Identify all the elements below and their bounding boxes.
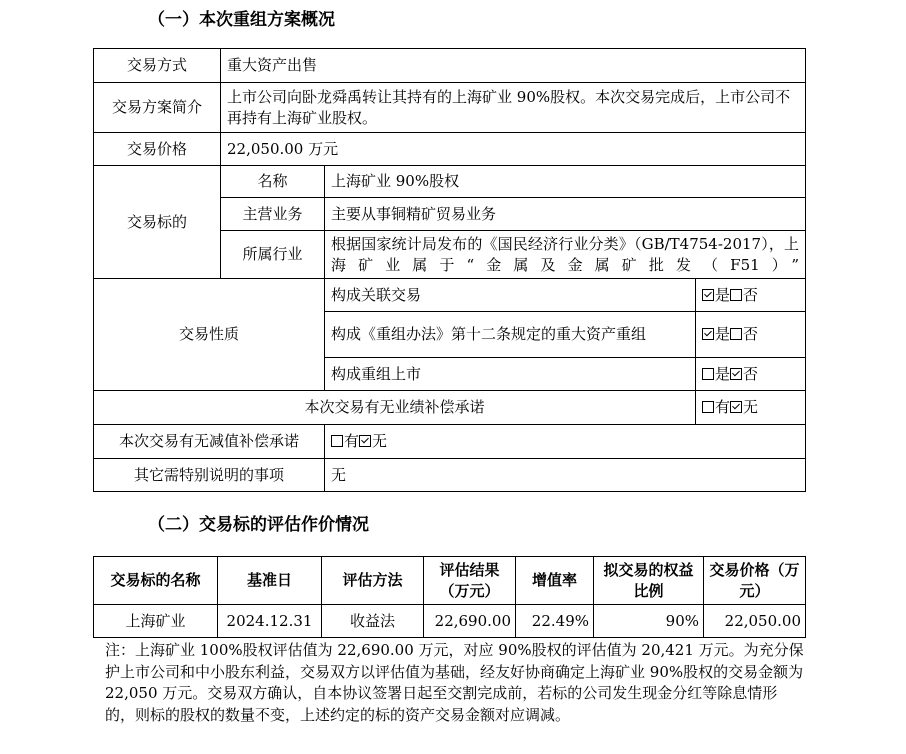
price-value: 22,050.00 万元 bbox=[221, 133, 806, 166]
target-business-value: 主要从事铜精矿贸易业务 bbox=[325, 198, 806, 231]
impair-checkbox-group bbox=[325, 425, 806, 459]
none-label: 无 bbox=[743, 398, 759, 416]
has-label: 有 bbox=[344, 432, 360, 450]
valuation-table bbox=[93, 556, 806, 638]
header-cell: 评估结果（万元） bbox=[424, 557, 516, 605]
header-cell: 交易标的名称 bbox=[94, 557, 218, 605]
checkbox-checked-icon[interactable] bbox=[702, 328, 714, 340]
checkbox-checked-icon[interactable] bbox=[730, 368, 742, 380]
header-cell: 拟交易的权益比例 bbox=[594, 557, 704, 605]
target-industry-label: 所属行业 bbox=[221, 231, 325, 279]
header-cell: 增值率 bbox=[516, 557, 594, 605]
target-label: 交易标的 bbox=[94, 166, 221, 279]
checkbox-unchecked-icon[interactable] bbox=[702, 368, 714, 380]
major-checkbox-group bbox=[696, 312, 806, 358]
table-cell: 90% bbox=[594, 605, 704, 638]
yes-label: 是 bbox=[715, 364, 731, 383]
table-row bbox=[94, 605, 806, 638]
table-cell: 收益法 bbox=[322, 605, 424, 638]
has-label: 有 bbox=[715, 398, 731, 416]
target-business-label: 主营业务 bbox=[221, 198, 325, 231]
header-cell: 交易价格（万元） bbox=[704, 557, 806, 605]
overview-table bbox=[93, 48, 806, 492]
target-industry-value: 根据国家统计局发布的《国民经济行业分类》（GB/T4754-2017），上海矿业属于“金属及金属矿批发（F51）” bbox=[325, 231, 806, 279]
target-name-value: 上海矿业 90%股权 bbox=[325, 166, 806, 198]
perf-checkbox-group bbox=[696, 391, 806, 425]
listing-checkbox-group bbox=[696, 358, 806, 391]
no-label: 否 bbox=[743, 285, 759, 304]
section-1-title: （一）本次重组方案概况 bbox=[148, 10, 335, 30]
table-cell: 22,050.00 bbox=[704, 605, 806, 638]
checkbox-unchecked-icon[interactable] bbox=[702, 401, 714, 413]
header-cell: 基准日 bbox=[218, 557, 322, 605]
perf-label: 本次交易有无业绩补偿承诺 bbox=[94, 391, 696, 425]
no-label: 否 bbox=[743, 364, 759, 383]
table-cell: 22.49% bbox=[516, 605, 594, 638]
related-label: 构成关联交易 bbox=[325, 279, 696, 312]
no-label: 否 bbox=[743, 325, 759, 343]
none-label: 无 bbox=[372, 432, 388, 450]
table-cell: 22,690.00 bbox=[424, 605, 516, 638]
summary-value: 上市公司向卧龙舜禹转让其持有的上海矿业 90%股权。本次交易完成后，上市公司不再持有上海矿业股权。 bbox=[221, 83, 806, 133]
method-label: 交易方式 bbox=[94, 49, 221, 83]
yes-label: 是 bbox=[715, 325, 731, 343]
table-cell: 上海矿业 bbox=[94, 605, 218, 638]
checkbox-unchecked-icon[interactable] bbox=[730, 289, 742, 301]
impair-label: 本次交易有无减值补偿承诺 bbox=[94, 425, 325, 459]
checkbox-unchecked-icon[interactable] bbox=[331, 435, 343, 447]
nature-label: 交易性质 bbox=[94, 279, 325, 391]
method-value: 重大资产出售 bbox=[221, 49, 806, 83]
table-cell: 2024.12.31 bbox=[218, 605, 322, 638]
other-value: 无 bbox=[325, 459, 806, 492]
yes-label: 是 bbox=[715, 285, 731, 304]
checkbox-checked-icon[interactable] bbox=[359, 435, 371, 447]
valuation-note: 注：上海矿业 100%股权评估值为 22,690.00 万元，对应 90%股权的评估值为 20,421 万元。为充分保护上市公司和中小股东利益，交易双方以评估值为基础，经友好协商确定上海矿业 90%股权的交易金额为 22,050 万元。交易双方确认，自本协议签署日起至交割完成前，若标的公司发生现金分红等除息情形的，则标的股权的数量不变，上述约定的标的资产交易金额对应调减。 bbox=[105, 641, 804, 724]
header-cell: 评估方法 bbox=[322, 557, 424, 605]
summary-label: 交易方案简介 bbox=[94, 83, 221, 133]
listing-label: 构成重组上市 bbox=[325, 358, 696, 391]
section-2-title: （二）交易标的评估作价情况 bbox=[148, 515, 369, 535]
checkbox-unchecked-icon[interactable] bbox=[730, 328, 742, 340]
price-label: 交易价格 bbox=[94, 133, 221, 166]
other-label: 其它需特别说明的事项 bbox=[94, 459, 325, 492]
target-name-label: 名称 bbox=[221, 166, 325, 198]
checkbox-checked-icon[interactable] bbox=[702, 289, 714, 301]
major-label: 构成《重组办法》第十二条规定的重大资产重组 bbox=[325, 312, 696, 358]
checkbox-checked-icon[interactable] bbox=[730, 401, 742, 413]
related-checkbox-group bbox=[696, 279, 806, 312]
